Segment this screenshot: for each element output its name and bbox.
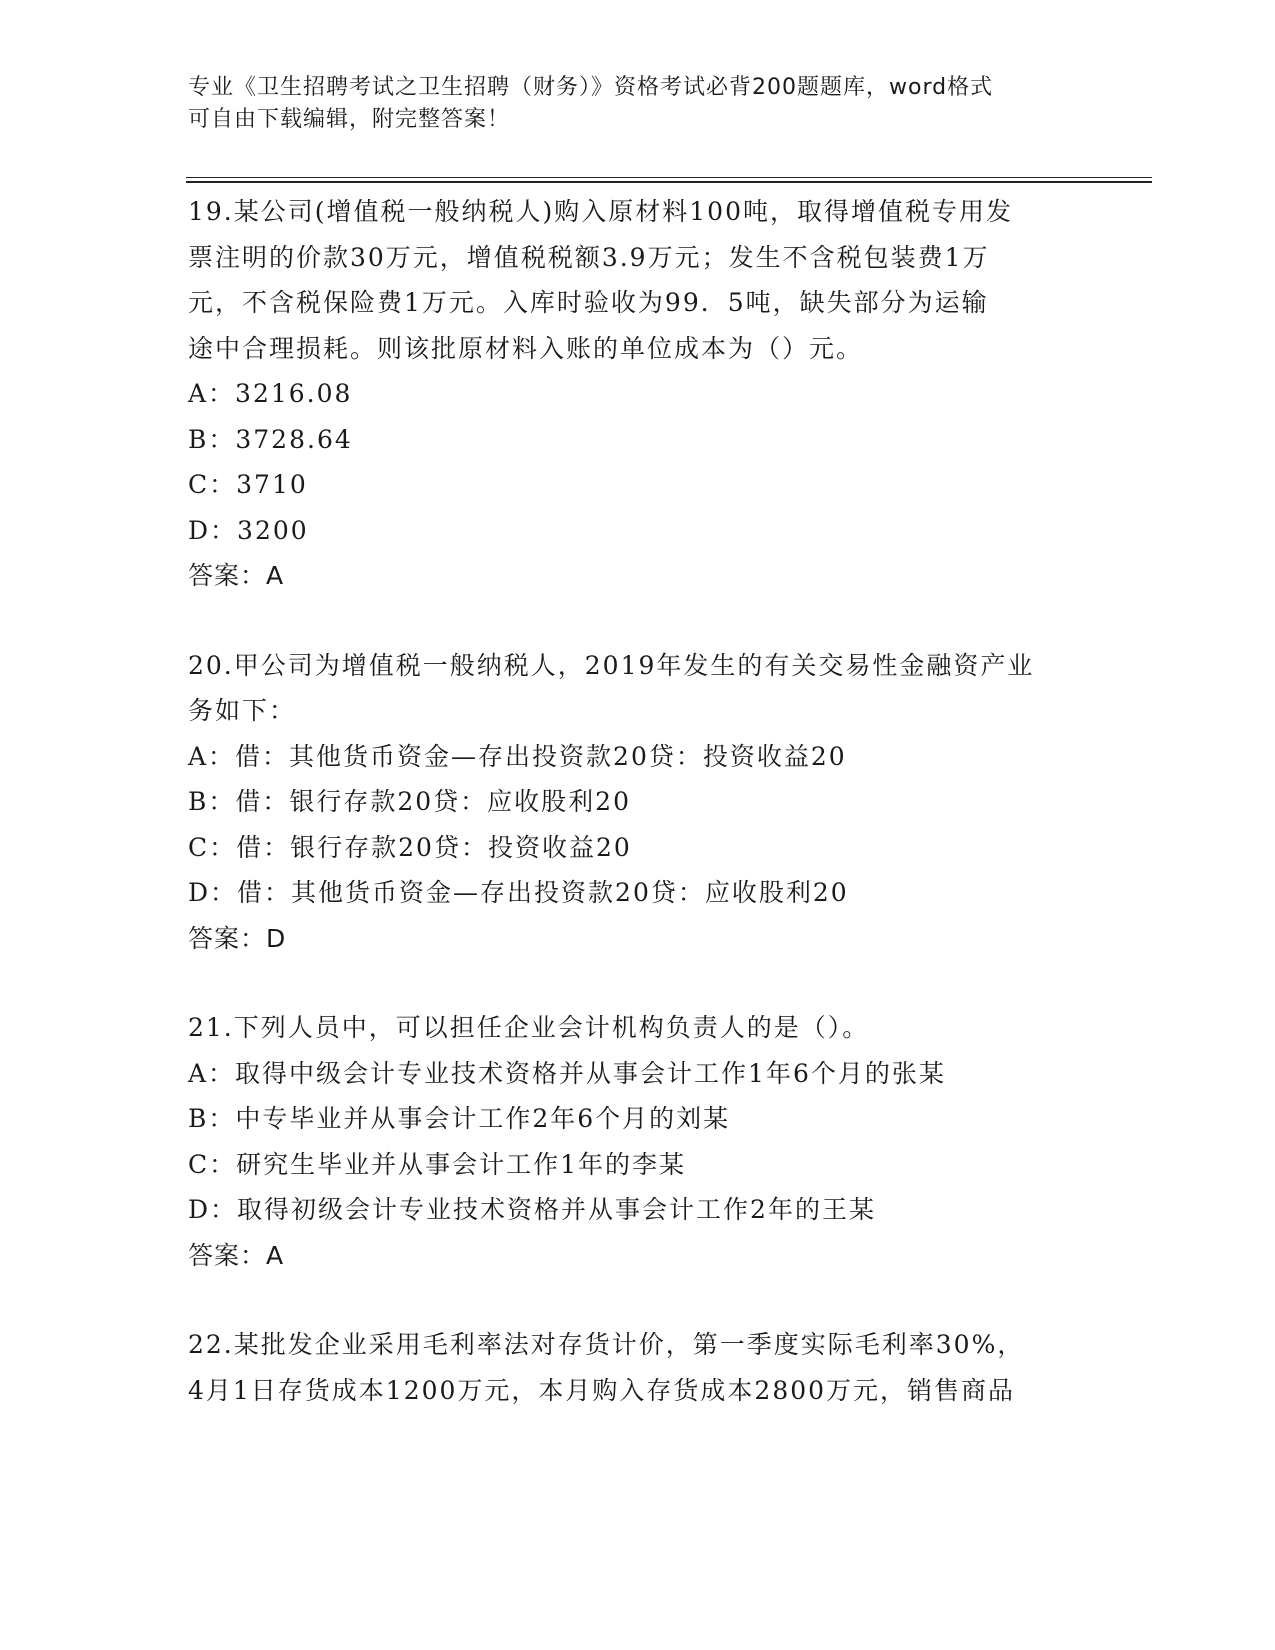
option-c: C：研究生毕业并从事会计工作1年的李某 xyxy=(188,1149,687,1179)
option-d: D：借：其他货币资金—存出投资款20贷：应收股利20 xyxy=(188,878,849,907)
option-c: C：3710 xyxy=(188,470,308,499)
question-text-line: 4月1日存货成本1200万元，本月购入存货成本2800万元，销售商品 xyxy=(188,1375,1016,1405)
header-title-line-1: 专业《卫生招聘考试之卫生招聘（财务）》资格考试必背200题题库，word格式 xyxy=(188,75,994,100)
question-text-line: 20.甲公司为增值税一般纳税人，2019年发生的有关交易性金融资产业 xyxy=(188,650,1035,680)
option-c: C：借：银行存款20贷：投资收益20 xyxy=(188,832,632,862)
question-text-line: 途中合理损耗。则该批原材料入账的单位成本为（）元。 xyxy=(188,333,864,363)
question-20 xyxy=(188,643,1088,962)
question-text-line: 票注明的价款30万元，增值税税额3.9万元；发生不含税包装费1万 xyxy=(188,242,990,272)
answer: 答案：A xyxy=(188,561,285,590)
option-b: B：3728.64 xyxy=(188,424,353,454)
question-21 xyxy=(188,1005,1088,1278)
option-d: D：3200 xyxy=(188,515,309,545)
question-22 xyxy=(188,1322,1088,1413)
answer: 答案：A xyxy=(188,1240,285,1270)
question-list xyxy=(188,189,1088,1457)
option-d: D：取得初级会计专业技术资格并从事会计工作2年的王某 xyxy=(188,1195,876,1224)
question-text-line: 元，不含税保险费1万元。入库时验收为99．5吨，缺失部分为运输 xyxy=(188,288,989,317)
question-19 xyxy=(188,189,1088,599)
option-a: A：取得中级会计专业技术资格并从事会计工作1年6个月的张某 xyxy=(188,1058,946,1088)
answer: 答案：D xyxy=(188,923,287,953)
option-b: B：中专毕业并从事会计工作2年6个月的刘某 xyxy=(188,1104,731,1133)
question-text-line: 22.某批发企业采用毛利率法对存货计价，第一季度实际毛利率30%， xyxy=(188,1330,1025,1359)
question-text-line: 19.某公司(增值税一般纳税人)购入原材料100吨，取得增值税专用发 xyxy=(188,197,1013,226)
question-text-line: 21.下列人员中，可以担任企业会计机构负责人的是（）。 xyxy=(188,1013,870,1042)
header-divider xyxy=(186,177,1152,183)
header-title-line-2: 可自由下载编辑，附完整答案！ xyxy=(188,107,511,132)
option-a: A：3216.08 xyxy=(188,379,353,408)
option-a: A：借：其他货币资金—存出投资款20贷：投资收益20 xyxy=(188,741,847,771)
option-b: B：借：银行存款20贷：应收股利20 xyxy=(188,787,631,816)
question-text-line: 务如下： xyxy=(188,696,297,725)
document-header xyxy=(188,72,1088,136)
